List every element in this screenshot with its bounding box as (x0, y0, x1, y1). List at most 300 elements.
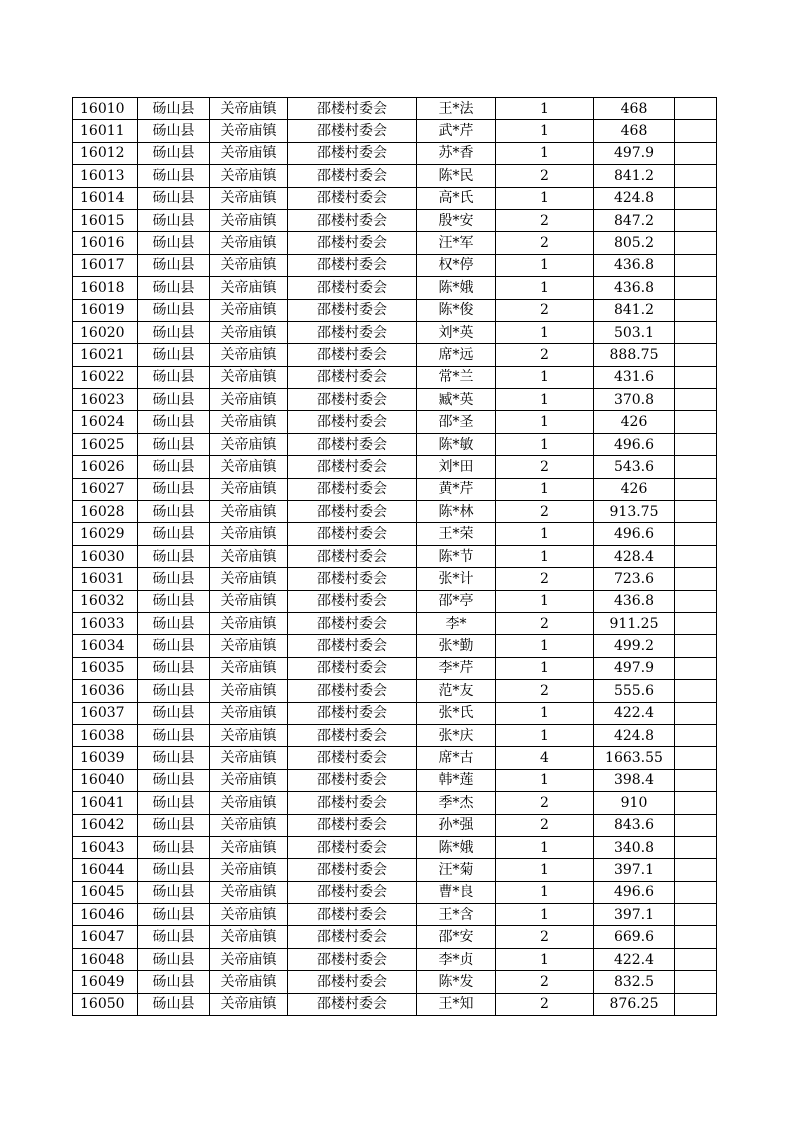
table-row (73, 769, 717, 791)
amount-cell: 503.1 (594, 321, 675, 343)
county-cell: 砀山县 (138, 254, 210, 276)
county-cell: 砀山县 (138, 344, 210, 366)
amount-cell: 1663.55 (594, 747, 675, 769)
county-cell: 砀山县 (138, 814, 210, 836)
household-size-cell: 1 (496, 948, 594, 970)
village-cell: 邵楼村委会 (288, 366, 417, 388)
remark-cell (675, 478, 717, 500)
data-table (72, 97, 717, 1016)
village-cell: 邵楼村委会 (288, 948, 417, 970)
household-size-cell: 1 (496, 411, 594, 433)
village-cell: 邵楼村委会 (288, 523, 417, 545)
town-cell: 关帝庙镇 (210, 277, 288, 299)
amount-cell: 497.9 (594, 657, 675, 679)
name-cell: 孙*强 (417, 814, 496, 836)
name-cell: 李*芹 (417, 657, 496, 679)
name-cell: 武*芹 (417, 120, 496, 142)
county-cell: 砀山县 (138, 187, 210, 209)
county-cell: 砀山县 (138, 411, 210, 433)
household-size-cell: 2 (496, 232, 594, 254)
village-cell: 邵楼村委会 (288, 389, 417, 411)
table-body (73, 98, 717, 1016)
record-id-cell: 16011 (73, 120, 138, 142)
village-cell: 邵楼村委会 (288, 232, 417, 254)
town-cell: 关帝庙镇 (210, 635, 288, 657)
table-row (73, 948, 717, 970)
name-cell: 席*古 (417, 747, 496, 769)
household-size-cell: 1 (496, 142, 594, 164)
remark-cell (675, 411, 717, 433)
household-size-cell: 1 (496, 881, 594, 903)
household-size-cell: 2 (496, 792, 594, 814)
village-cell: 邵楼村委会 (288, 568, 417, 590)
record-id-cell: 16025 (73, 433, 138, 455)
town-cell: 关帝庙镇 (210, 545, 288, 567)
town-cell: 关帝庙镇 (210, 971, 288, 993)
amount-cell: 913.75 (594, 501, 675, 523)
record-id-cell: 16046 (73, 904, 138, 926)
amount-cell: 340.8 (594, 836, 675, 858)
household-size-cell: 2 (496, 612, 594, 634)
county-cell: 砀山县 (138, 299, 210, 321)
table-row (73, 814, 717, 836)
name-cell: 邵*安 (417, 926, 496, 948)
village-cell: 邵楼村委会 (288, 456, 417, 478)
village-cell: 邵楼村委会 (288, 993, 417, 1015)
table-row (73, 501, 717, 523)
remark-cell (675, 702, 717, 724)
table-row (73, 232, 717, 254)
village-cell: 邵楼村委会 (288, 590, 417, 612)
remark-cell (675, 232, 717, 254)
amount-cell: 496.6 (594, 433, 675, 455)
table-row (73, 209, 717, 231)
name-cell: 汪*军 (417, 232, 496, 254)
amount-cell: 468 (594, 120, 675, 142)
county-cell: 砀山县 (138, 389, 210, 411)
remark-cell (675, 120, 717, 142)
county-cell: 砀山县 (138, 501, 210, 523)
record-id-cell: 16029 (73, 523, 138, 545)
town-cell: 关帝庙镇 (210, 411, 288, 433)
amount-cell: 499.2 (594, 635, 675, 657)
amount-cell: 876.25 (594, 993, 675, 1015)
record-id-cell: 16015 (73, 209, 138, 231)
record-id-cell: 16031 (73, 568, 138, 590)
town-cell: 关帝庙镇 (210, 904, 288, 926)
table-row (73, 680, 717, 702)
household-size-cell: 2 (496, 680, 594, 702)
remark-cell (675, 366, 717, 388)
remark-cell (675, 456, 717, 478)
remark-cell (675, 792, 717, 814)
town-cell: 关帝庙镇 (210, 702, 288, 724)
village-cell: 邵楼村委会 (288, 344, 417, 366)
amount-cell: 841.2 (594, 165, 675, 187)
household-size-cell: 2 (496, 926, 594, 948)
table-row (73, 568, 717, 590)
remark-cell (675, 501, 717, 523)
county-cell: 砀山县 (138, 142, 210, 164)
household-size-cell: 2 (496, 568, 594, 590)
remark-cell (675, 142, 717, 164)
county-cell: 砀山县 (138, 769, 210, 791)
table-row (73, 590, 717, 612)
town-cell: 关帝庙镇 (210, 232, 288, 254)
remark-cell (675, 881, 717, 903)
table-row (73, 657, 717, 679)
name-cell: 陈*敏 (417, 433, 496, 455)
county-cell: 砀山县 (138, 478, 210, 500)
household-size-cell: 2 (496, 456, 594, 478)
table-row (73, 389, 717, 411)
town-cell: 关帝庙镇 (210, 926, 288, 948)
remark-cell (675, 612, 717, 634)
name-cell: 陈*节 (417, 545, 496, 567)
name-cell: 陈*俊 (417, 299, 496, 321)
county-cell: 砀山县 (138, 165, 210, 187)
village-cell: 邵楼村委会 (288, 881, 417, 903)
remark-cell (675, 568, 717, 590)
amount-cell: 422.4 (594, 948, 675, 970)
name-cell: 席*远 (417, 344, 496, 366)
town-cell: 关帝庙镇 (210, 142, 288, 164)
county-cell: 砀山县 (138, 747, 210, 769)
county-cell: 砀山县 (138, 321, 210, 343)
table-row (73, 366, 717, 388)
record-id-cell: 16036 (73, 680, 138, 702)
amount-cell: 723.6 (594, 568, 675, 590)
county-cell: 砀山县 (138, 523, 210, 545)
town-cell: 关帝庙镇 (210, 165, 288, 187)
village-cell: 邵楼村委会 (288, 433, 417, 455)
record-id-cell: 16048 (73, 948, 138, 970)
remark-cell (675, 299, 717, 321)
town-cell: 关帝庙镇 (210, 814, 288, 836)
county-cell: 砀山县 (138, 277, 210, 299)
town-cell: 关帝庙镇 (210, 836, 288, 858)
name-cell: 王*知 (417, 993, 496, 1015)
name-cell: 李* (417, 612, 496, 634)
record-id-cell: 16012 (73, 142, 138, 164)
name-cell: 陈*发 (417, 971, 496, 993)
county-cell: 砀山县 (138, 680, 210, 702)
amount-cell: 841.2 (594, 299, 675, 321)
household-size-cell: 2 (496, 993, 594, 1015)
village-cell: 邵楼村委会 (288, 187, 417, 209)
town-cell: 关帝庙镇 (210, 433, 288, 455)
county-cell: 砀山县 (138, 98, 210, 120)
table-row (73, 635, 717, 657)
village-cell: 邵楼村委会 (288, 321, 417, 343)
household-size-cell: 1 (496, 859, 594, 881)
household-size-cell: 1 (496, 724, 594, 746)
county-cell: 砀山县 (138, 366, 210, 388)
town-cell: 关帝庙镇 (210, 501, 288, 523)
household-size-cell: 2 (496, 501, 594, 523)
record-id-cell: 16040 (73, 769, 138, 791)
amount-cell: 669.6 (594, 926, 675, 948)
remark-cell (675, 321, 717, 343)
town-cell: 关帝庙镇 (210, 612, 288, 634)
record-id-cell: 16041 (73, 792, 138, 814)
record-id-cell: 16024 (73, 411, 138, 433)
amount-cell: 422.4 (594, 702, 675, 724)
town-cell: 关帝庙镇 (210, 993, 288, 1015)
amount-cell: 426 (594, 411, 675, 433)
household-size-cell: 1 (496, 657, 594, 679)
county-cell: 砀山县 (138, 926, 210, 948)
amount-cell: 398.4 (594, 769, 675, 791)
table-row (73, 411, 717, 433)
remark-cell (675, 747, 717, 769)
county-cell: 砀山县 (138, 702, 210, 724)
record-id-cell: 16047 (73, 926, 138, 948)
name-cell: 王*法 (417, 98, 496, 120)
town-cell: 关帝庙镇 (210, 254, 288, 276)
table-row (73, 321, 717, 343)
town-cell: 关帝庙镇 (210, 792, 288, 814)
household-size-cell: 2 (496, 814, 594, 836)
village-cell: 邵楼村委会 (288, 277, 417, 299)
table-row (73, 724, 717, 746)
household-size-cell: 1 (496, 433, 594, 455)
name-cell: 臧*英 (417, 389, 496, 411)
amount-cell: 424.8 (594, 724, 675, 746)
household-size-cell: 2 (496, 209, 594, 231)
household-size-cell: 2 (496, 971, 594, 993)
household-size-cell: 1 (496, 277, 594, 299)
village-cell: 邵楼村委会 (288, 165, 417, 187)
remark-cell (675, 859, 717, 881)
record-id-cell: 16013 (73, 165, 138, 187)
record-id-cell: 16023 (73, 389, 138, 411)
amount-cell: 910 (594, 792, 675, 814)
village-cell: 邵楼村委会 (288, 792, 417, 814)
household-size-cell: 1 (496, 702, 594, 724)
village-cell: 邵楼村委会 (288, 635, 417, 657)
village-cell: 邵楼村委会 (288, 904, 417, 926)
town-cell: 关帝庙镇 (210, 523, 288, 545)
name-cell: 高*氏 (417, 187, 496, 209)
record-id-cell: 16050 (73, 993, 138, 1015)
amount-cell: 428.4 (594, 545, 675, 567)
remark-cell (675, 814, 717, 836)
amount-cell: 436.8 (594, 590, 675, 612)
record-id-cell: 16043 (73, 836, 138, 858)
village-cell: 邵楼村委会 (288, 612, 417, 634)
amount-cell: 397.1 (594, 859, 675, 881)
amount-cell: 832.5 (594, 971, 675, 993)
remark-cell (675, 948, 717, 970)
name-cell: 张*勤 (417, 635, 496, 657)
record-id-cell: 16018 (73, 277, 138, 299)
record-id-cell: 16049 (73, 971, 138, 993)
amount-cell: 847.2 (594, 209, 675, 231)
town-cell: 关帝庙镇 (210, 568, 288, 590)
record-id-cell: 16039 (73, 747, 138, 769)
table-row (73, 792, 717, 814)
town-cell: 关帝庙镇 (210, 859, 288, 881)
remark-cell (675, 769, 717, 791)
remark-cell (675, 433, 717, 455)
record-id-cell: 16030 (73, 545, 138, 567)
amount-cell: 911.25 (594, 612, 675, 634)
record-id-cell: 16028 (73, 501, 138, 523)
household-size-cell: 1 (496, 904, 594, 926)
name-cell: 权*停 (417, 254, 496, 276)
amount-cell: 497.9 (594, 142, 675, 164)
name-cell: 苏*香 (417, 142, 496, 164)
table-row (73, 478, 717, 500)
name-cell: 李*贞 (417, 948, 496, 970)
town-cell: 关帝庙镇 (210, 724, 288, 746)
household-size-cell: 1 (496, 120, 594, 142)
town-cell: 关帝庙镇 (210, 590, 288, 612)
name-cell: 季*杰 (417, 792, 496, 814)
record-id-cell: 16042 (73, 814, 138, 836)
table-row (73, 187, 717, 209)
table-row (73, 98, 717, 120)
household-size-cell: 1 (496, 366, 594, 388)
household-size-cell: 1 (496, 478, 594, 500)
village-cell: 邵楼村委会 (288, 209, 417, 231)
name-cell: 陈*娥 (417, 836, 496, 858)
remark-cell (675, 254, 717, 276)
county-cell: 砀山县 (138, 881, 210, 903)
table-row (73, 254, 717, 276)
record-id-cell: 16045 (73, 881, 138, 903)
household-size-cell: 1 (496, 98, 594, 120)
town-cell: 关帝庙镇 (210, 478, 288, 500)
county-cell: 砀山县 (138, 724, 210, 746)
name-cell: 邵*亭 (417, 590, 496, 612)
amount-cell: 805.2 (594, 232, 675, 254)
village-cell: 邵楼村委会 (288, 501, 417, 523)
town-cell: 关帝庙镇 (210, 657, 288, 679)
town-cell: 关帝庙镇 (210, 321, 288, 343)
remark-cell (675, 680, 717, 702)
village-cell: 邵楼村委会 (288, 814, 417, 836)
town-cell: 关帝庙镇 (210, 769, 288, 791)
county-cell: 砀山县 (138, 657, 210, 679)
record-id-cell: 16035 (73, 657, 138, 679)
name-cell: 王*荣 (417, 523, 496, 545)
county-cell: 砀山县 (138, 971, 210, 993)
remark-cell (675, 344, 717, 366)
table-row (73, 456, 717, 478)
table-row (73, 993, 717, 1015)
county-cell: 砀山县 (138, 993, 210, 1015)
town-cell: 关帝庙镇 (210, 366, 288, 388)
household-size-cell: 1 (496, 187, 594, 209)
remark-cell (675, 545, 717, 567)
record-id-cell: 16022 (73, 366, 138, 388)
table-row (73, 344, 717, 366)
county-cell: 砀山县 (138, 209, 210, 231)
amount-cell: 888.75 (594, 344, 675, 366)
record-id-cell: 16010 (73, 98, 138, 120)
record-id-cell: 16014 (73, 187, 138, 209)
amount-cell: 436.8 (594, 277, 675, 299)
table-row (73, 523, 717, 545)
table-row (73, 299, 717, 321)
record-id-cell: 16016 (73, 232, 138, 254)
town-cell: 关帝庙镇 (210, 881, 288, 903)
village-cell: 邵楼村委会 (288, 926, 417, 948)
remark-cell (675, 277, 717, 299)
record-id-cell: 16017 (73, 254, 138, 276)
name-cell: 曹*良 (417, 881, 496, 903)
town-cell: 关帝庙镇 (210, 747, 288, 769)
county-cell: 砀山县 (138, 232, 210, 254)
name-cell: 张*氏 (417, 702, 496, 724)
table-row (73, 904, 717, 926)
county-cell: 砀山县 (138, 433, 210, 455)
table-row (73, 859, 717, 881)
village-cell: 邵楼村委会 (288, 769, 417, 791)
county-cell: 砀山县 (138, 792, 210, 814)
amount-cell: 496.6 (594, 881, 675, 903)
remark-cell (675, 993, 717, 1015)
amount-cell: 424.8 (594, 187, 675, 209)
county-cell: 砀山县 (138, 568, 210, 590)
record-id-cell: 16027 (73, 478, 138, 500)
record-id-cell: 16034 (73, 635, 138, 657)
household-size-cell: 2 (496, 344, 594, 366)
town-cell: 关帝庙镇 (210, 299, 288, 321)
name-cell: 范*友 (417, 680, 496, 702)
name-cell: 黄*芹 (417, 478, 496, 500)
table-row (73, 836, 717, 858)
table-row (73, 277, 717, 299)
county-cell: 砀山县 (138, 612, 210, 634)
table-row (73, 926, 717, 948)
county-cell: 砀山县 (138, 590, 210, 612)
remark-cell (675, 523, 717, 545)
remark-cell (675, 209, 717, 231)
town-cell: 关帝庙镇 (210, 344, 288, 366)
table-row (73, 545, 717, 567)
table-row (73, 702, 717, 724)
county-cell: 砀山县 (138, 545, 210, 567)
remark-cell (675, 187, 717, 209)
remark-cell (675, 165, 717, 187)
amount-cell: 468 (594, 98, 675, 120)
household-size-cell: 1 (496, 769, 594, 791)
amount-cell: 436.8 (594, 254, 675, 276)
county-cell: 砀山县 (138, 904, 210, 926)
record-id-cell: 16037 (73, 702, 138, 724)
household-size-cell: 1 (496, 836, 594, 858)
county-cell: 砀山县 (138, 859, 210, 881)
amount-cell: 431.6 (594, 366, 675, 388)
household-size-cell: 1 (496, 389, 594, 411)
amount-cell: 496.6 (594, 523, 675, 545)
name-cell: 王*含 (417, 904, 496, 926)
county-cell: 砀山县 (138, 948, 210, 970)
remark-cell (675, 971, 717, 993)
name-cell: 邵*圣 (417, 411, 496, 433)
village-cell: 邵楼村委会 (288, 724, 417, 746)
record-id-cell: 16021 (73, 344, 138, 366)
table-row (73, 433, 717, 455)
town-cell: 关帝庙镇 (210, 389, 288, 411)
household-size-cell: 1 (496, 545, 594, 567)
name-cell: 张*庆 (417, 724, 496, 746)
village-cell: 邵楼村委会 (288, 478, 417, 500)
village-cell: 邵楼村委会 (288, 299, 417, 321)
